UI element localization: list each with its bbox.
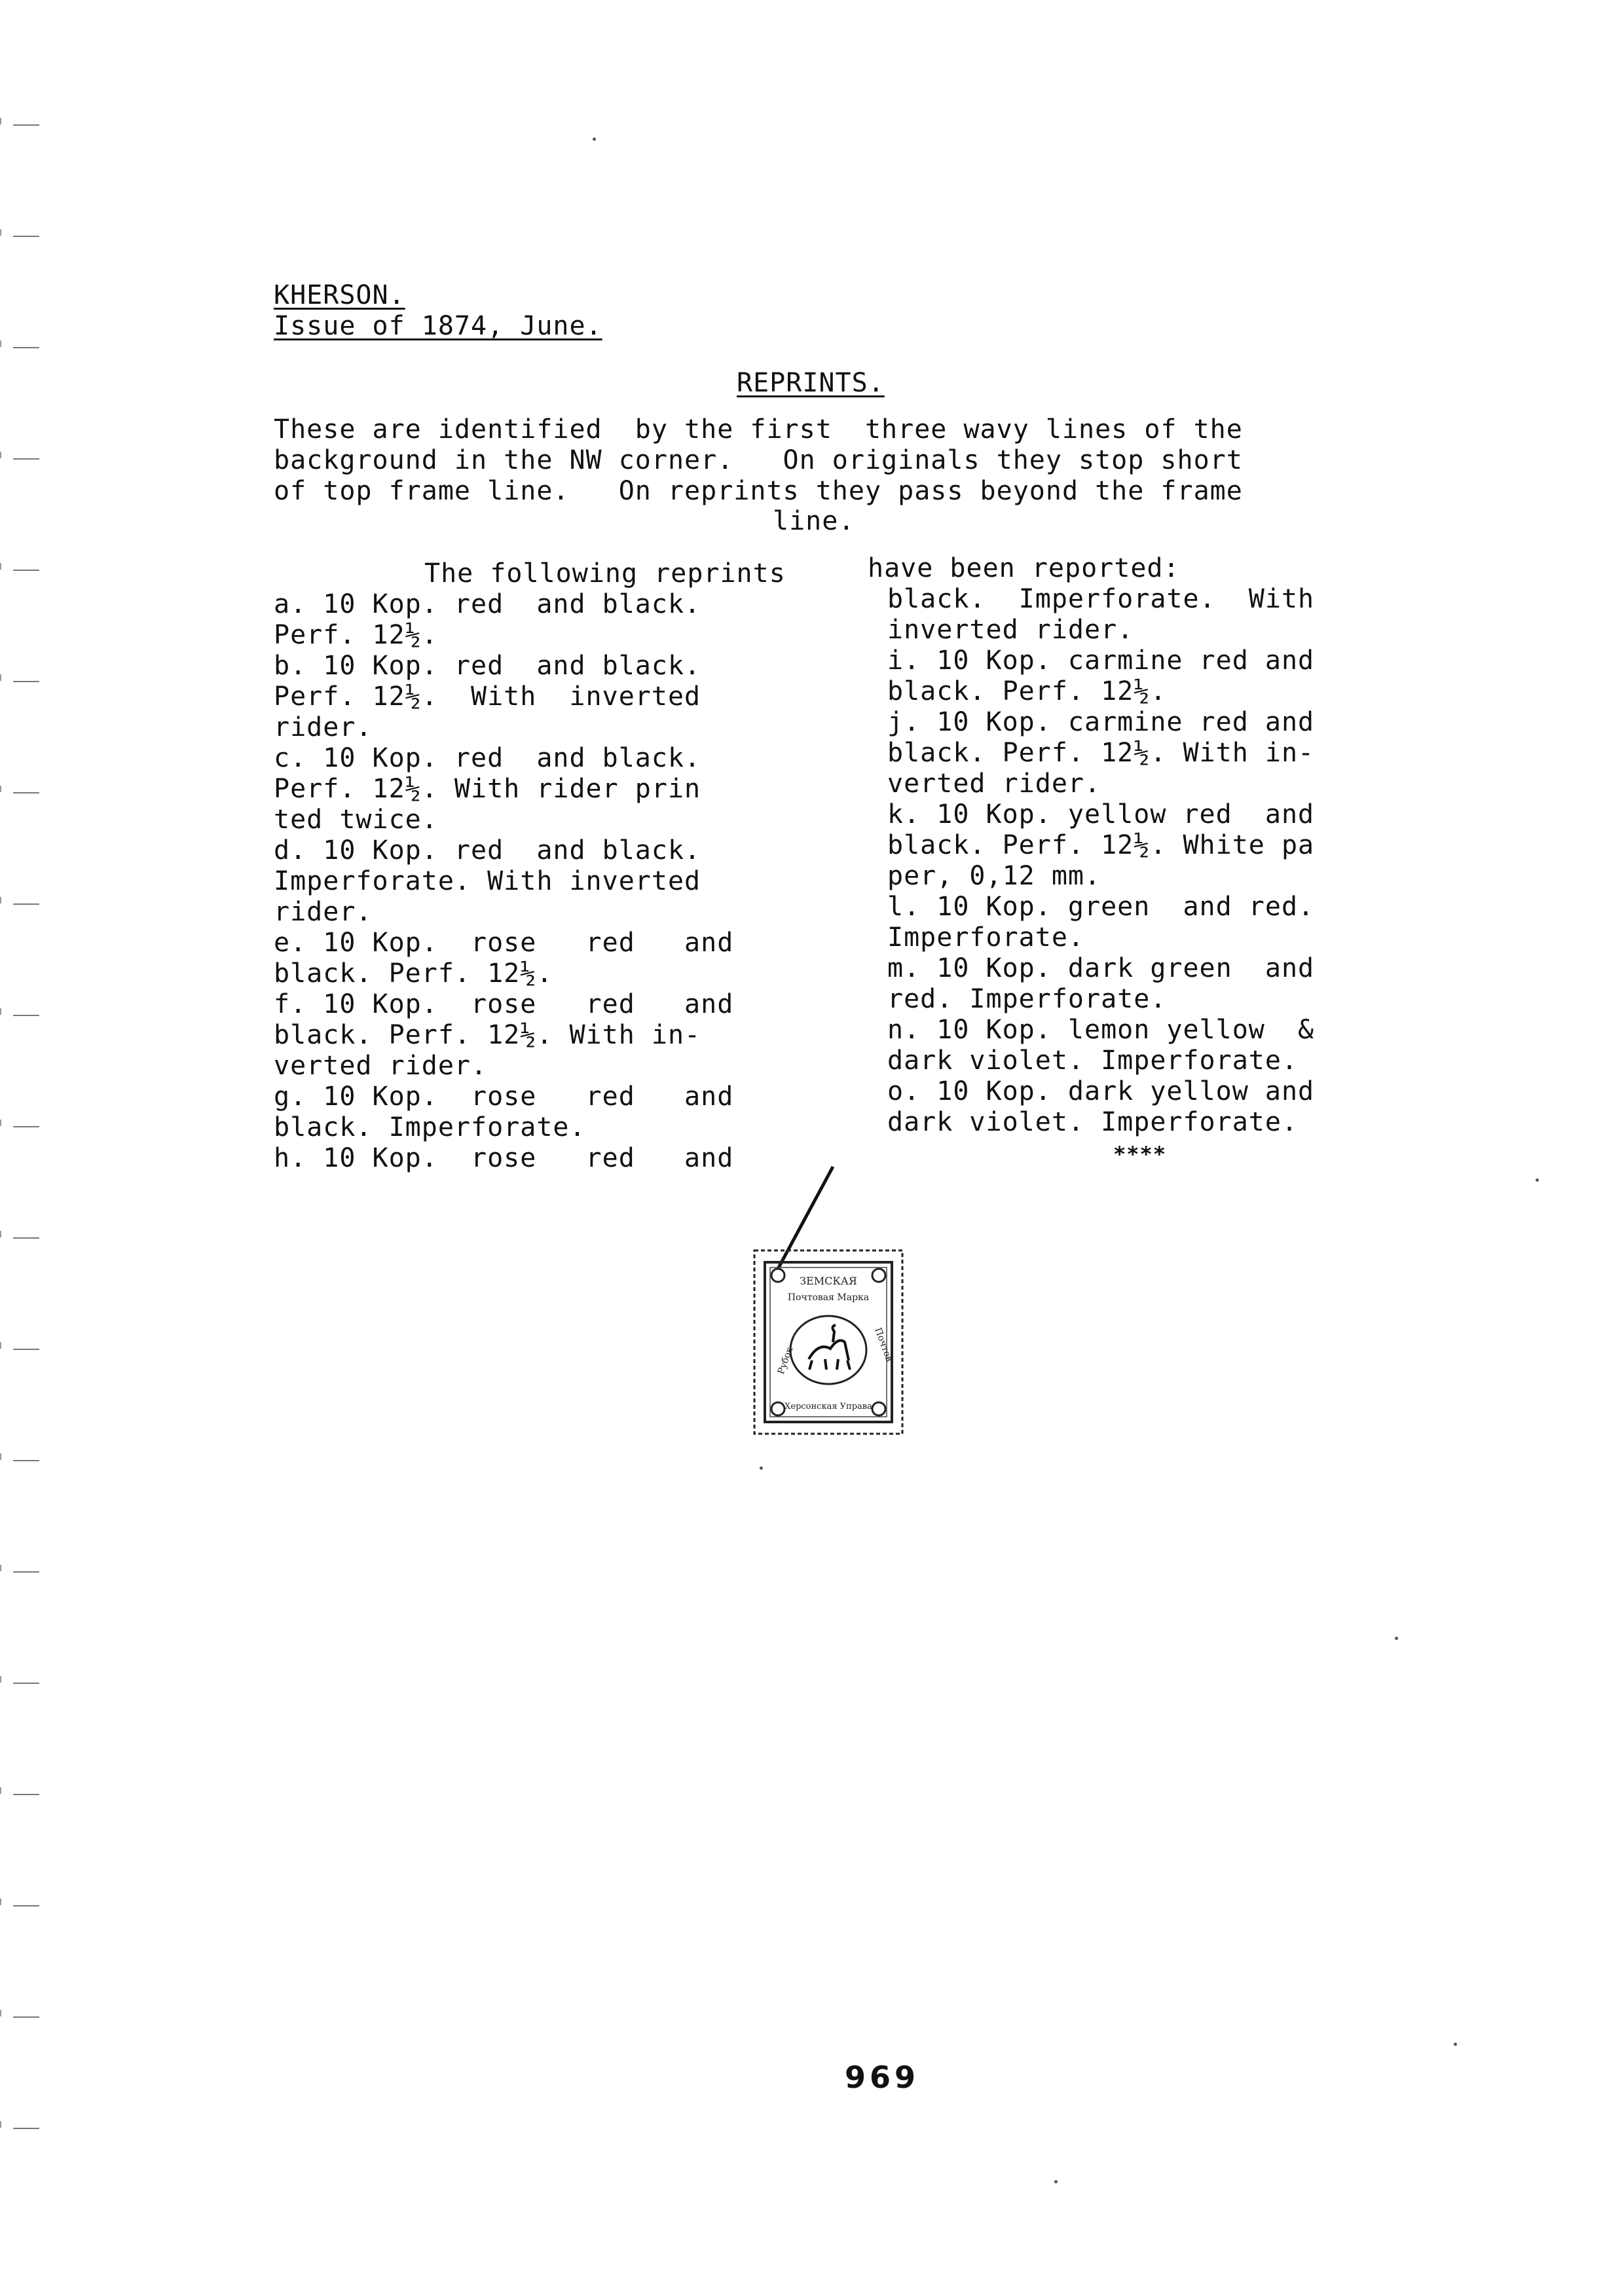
reprint-list-left-column: a. 10 Kop. red and black. Perf. 12½. b. 10 Kop. red and black. Perf. 12½. With inverted rider. c. 10 Kop. red and black. Perf. 12½. With rider prin ted twice. d. 10 Kop. red and black. Imperforate. With inverted rider. e. 10 Kop. rose red and black. Perf. 12½. f. 10 Kop. rose red and black. Perf. 12½. With in- verted rider. g. 10 Kop. rose red and black. Imperforate. h. 10 Kop. rose red and — [274, 589, 734, 1173]
stamp-left-label: Рубок — [775, 1345, 796, 1376]
binder-hole — [13, 1787, 39, 1795]
scan-speck — [1054, 2180, 1058, 2183]
scan-speck — [1536, 1178, 1539, 1182]
binder-margin — [0, 0, 52, 2296]
binder-hole — [13, 674, 39, 682]
stamp-mid-label: Почтовая Марка — [787, 1292, 870, 1303]
scan-speck — [593, 137, 596, 141]
scan-speck — [1395, 1637, 1398, 1640]
binder-hole — [13, 1453, 39, 1461]
end-mark: **** — [1113, 1142, 1167, 1167]
scan-speck — [760, 1467, 763, 1470]
binder-hole — [13, 1565, 39, 1573]
binder-hole — [13, 1120, 39, 1127]
binder-hole — [13, 340, 39, 348]
binder-hole — [13, 2121, 39, 2129]
binder-hole — [13, 897, 39, 905]
stamp-bottom-label: Херсонская Управа — [784, 1402, 872, 1412]
reprint-list-right-column: black. Imperforate. With inverted rider. i. 10 Kop. carmine red and black. Perf. 12½. j. 10 Kop. carmine red and black. Perf. 12½. With in- verted rider. k. 10 Kop. yellow red and black. Perf. 12½. White pa per, 0,12 mm. l. 10 Kop. green and red. Imperforate. m. 10 Kop. dark green and red. Imperforate. n. 10 Kop. lemon yellow & dark violet. Imperforate. o. 10 Kop. dark yellow and dark violet. Imperforate. — [887, 584, 1315, 1137]
lead-in-right: have been reported: — [868, 553, 1180, 583]
stamp-top-label: ЗЕМСКАЯ — [800, 1275, 857, 1287]
binder-hole — [13, 1342, 39, 1350]
binder-hole — [13, 452, 39, 460]
binder-hole — [13, 1676, 39, 1684]
binder-hole — [13, 118, 39, 126]
page-number: 969 — [845, 2060, 920, 2095]
binder-hole — [13, 2010, 39, 2018]
document-heading: KHERSON. — [274, 280, 405, 310]
intro-paragraph: These are identified by the first three wavy lines of the background in the NW corner. On originals they stop short of top frame line. On reprints they pass beyond the frame — [274, 414, 1243, 506]
binder-hole — [13, 563, 39, 571]
binder-hole — [13, 786, 39, 793]
scan-speck — [1454, 2043, 1457, 2046]
binder-hole — [13, 1008, 39, 1016]
binder-hole — [13, 1899, 39, 1906]
section-title: REPRINTS. — [737, 368, 885, 398]
stamp-image — [747, 1244, 910, 1440]
binder-hole — [13, 229, 39, 237]
binder-hole — [13, 1231, 39, 1239]
issue-line: Issue of 1874, June. — [274, 311, 602, 341]
stamp-right-label: Почтов — [872, 1326, 895, 1364]
intro-paragraph-end: line. — [773, 506, 855, 536]
lead-in-left: The following reprints — [424, 558, 786, 589]
